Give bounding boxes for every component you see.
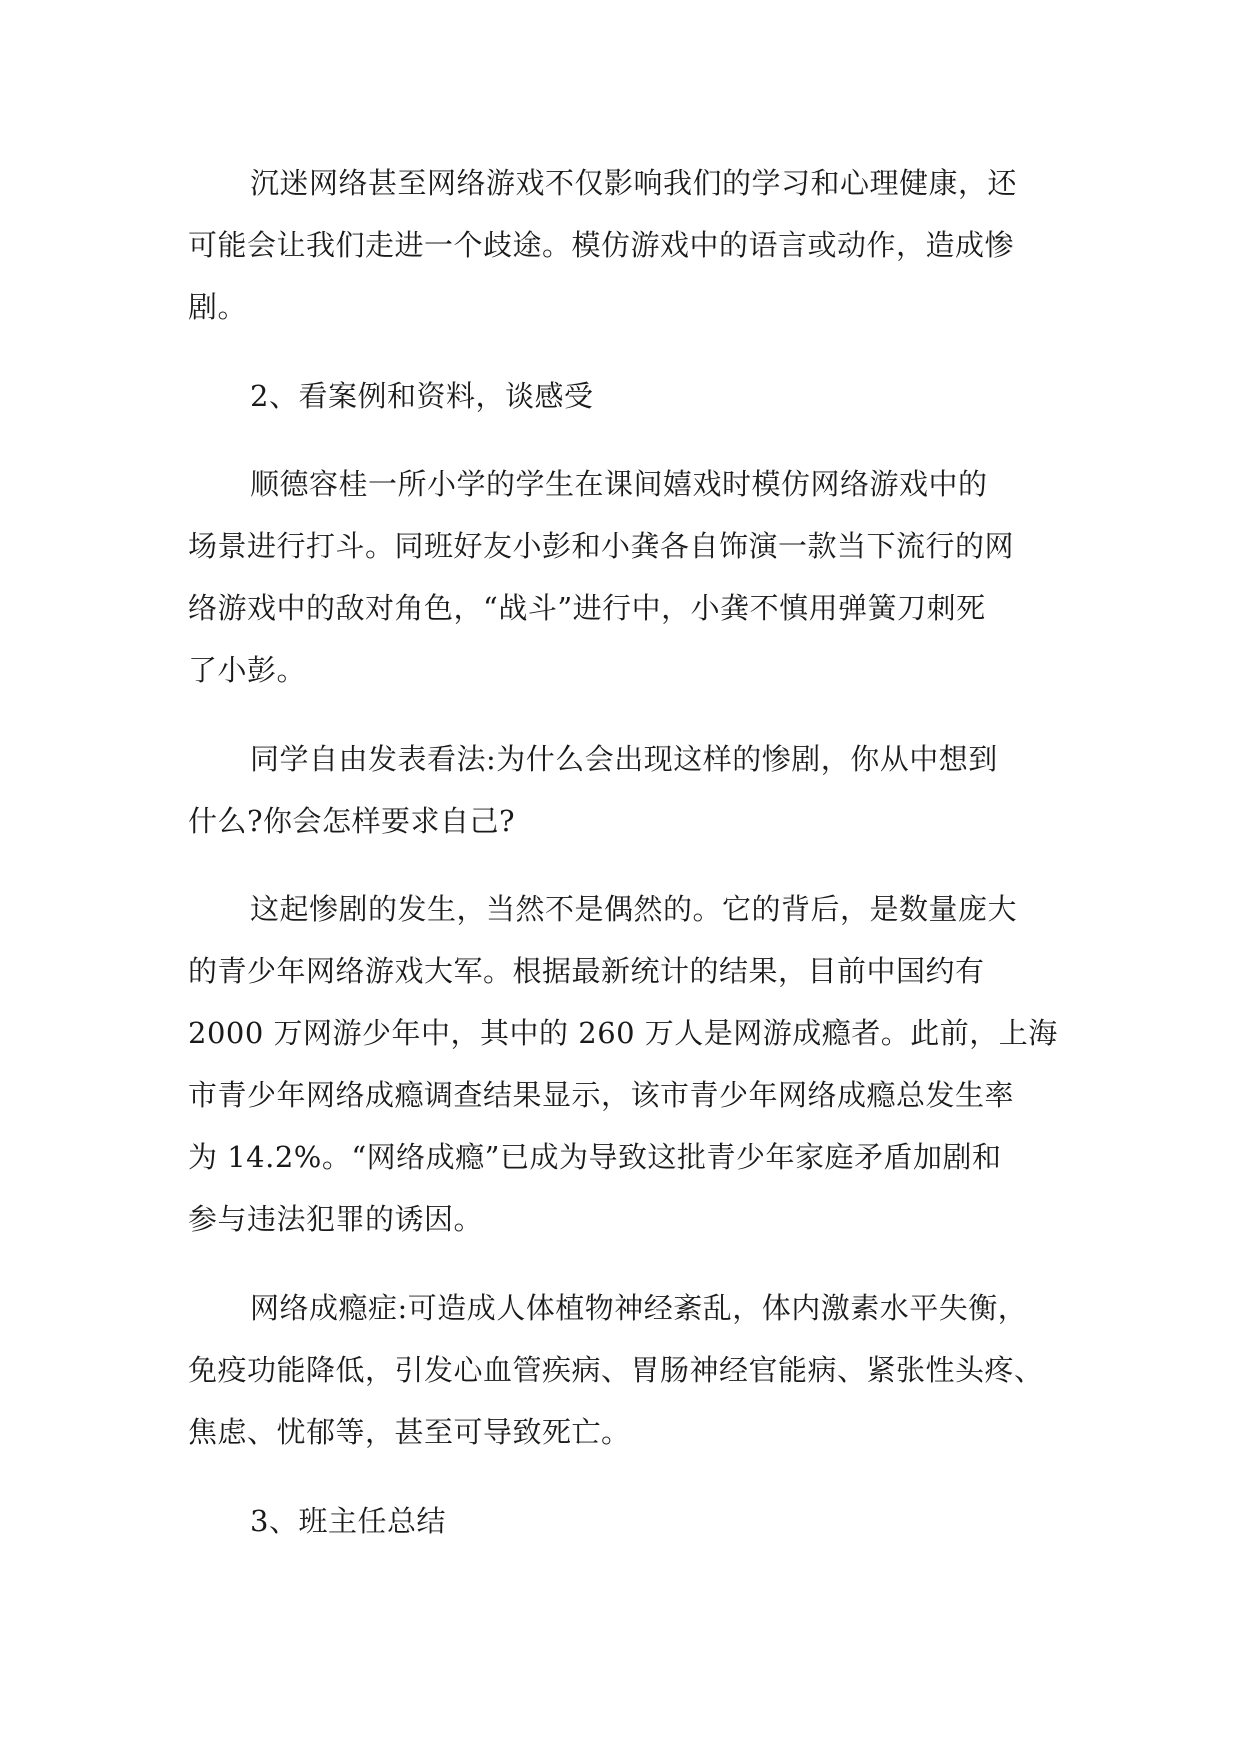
paragraph-line: 这起惨剧的发生，当然不是偶然的。它的背后，是数量庞大	[250, 892, 1018, 926]
paragraph-line: 顺德容桂一所小学的学生在课间嬉戏时模仿网络游戏中的	[250, 467, 988, 501]
paragraph-line: 络游戏中的敌对角色，“战斗”进行中，小龚不慎用弹簧刀刺死	[188, 591, 986, 625]
paragraph-line: 了小彭。	[188, 653, 307, 687]
paragraph-line: 市青少年网络成瘾调查结果显示，该市青少年网络成瘾总发生率	[188, 1078, 1015, 1112]
section-heading: 3、班主任总结	[250, 1504, 446, 1538]
section-heading: 2、看案例和资料，谈感受	[250, 379, 594, 413]
paragraph-line: 的青少年网络游戏大军。根据最新统计的结果，目前中国约有	[188, 954, 985, 988]
paragraph-line: 参与违法犯罪的诱因。	[188, 1202, 484, 1236]
paragraph-line: 剧。	[188, 290, 248, 324]
paragraph-line: 同学自由发表看法:为什么会出现这样的惨剧，你从中想到	[250, 742, 998, 776]
paragraph-line: 可能会让我们走进一个歧途。模仿游戏中的语言或动作，造成惨	[188, 228, 1015, 262]
paragraph-line: 网络成瘾症:可造成人体植物神经紊乱，体内激素水平失衡，	[250, 1291, 1028, 1325]
paragraph-line: 为 14.2%。“网络成瘾”已成为导致这批青少年家庭矛盾加剧和	[188, 1140, 1002, 1174]
paragraph-line: 什么?你会怎样要求自己?	[188, 804, 516, 838]
paragraph-line: 焦虑、忧郁等，甚至可导致死亡。	[188, 1415, 631, 1449]
paragraph-line: 沉迷网络甚至网络游戏不仅影响我们的学习和心理健康，还	[250, 166, 1018, 200]
paragraph-line: 2000 万网游少年中，其中的 260 万人是网游成瘾者。此前，上海	[188, 1016, 1058, 1050]
paragraph-line: 场景进行打斗。同班好友小彭和小龚各自饰演一款当下流行的网	[188, 529, 1015, 563]
paragraph-line: 免疫功能降低，引发心血管疾病、胃肠神经官能病、紧张性头疼、	[188, 1353, 1044, 1387]
